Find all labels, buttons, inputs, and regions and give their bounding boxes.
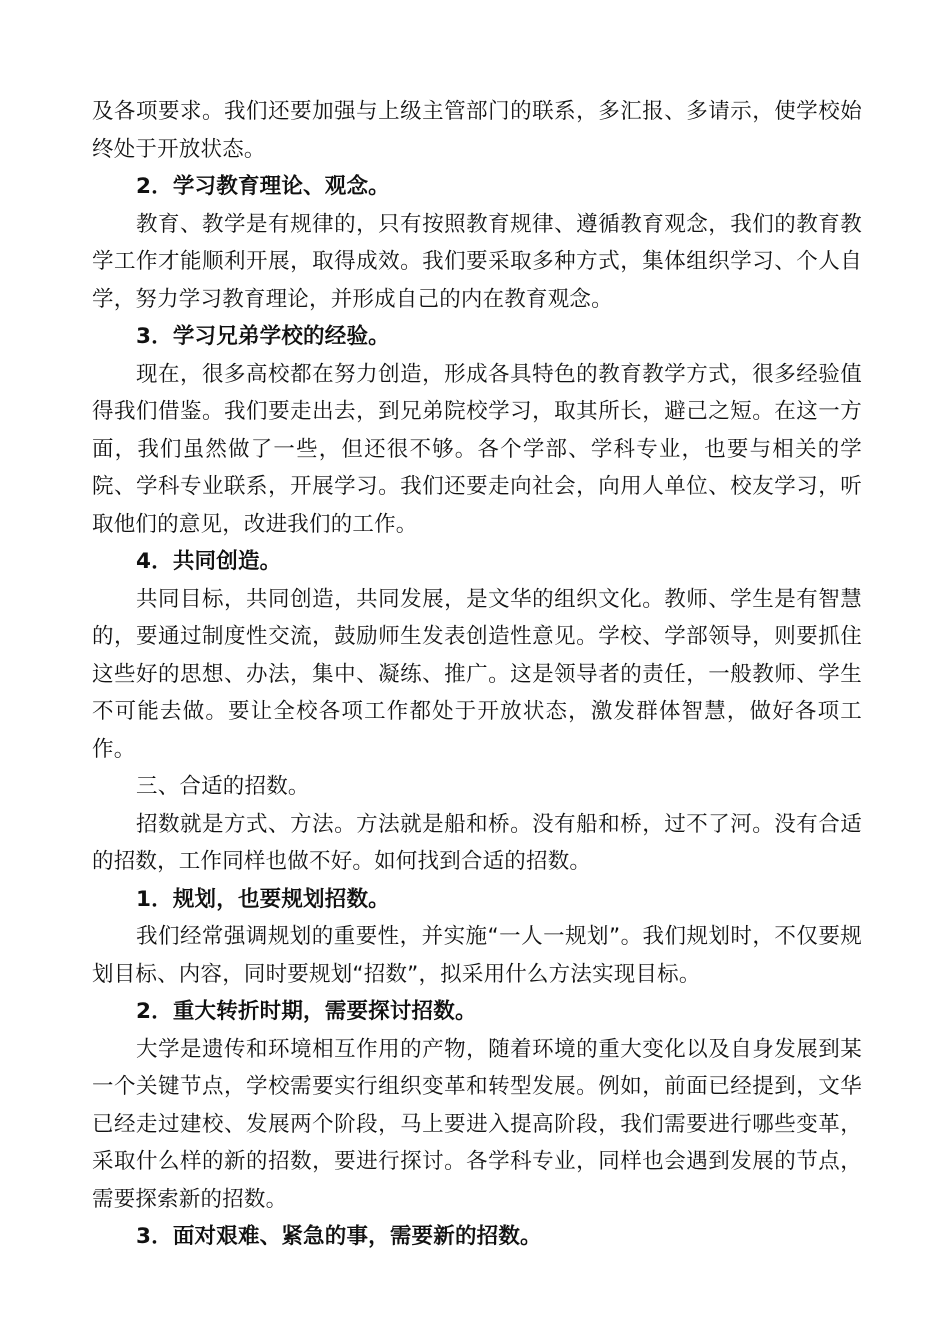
body-paragraph: 教育、教学是有规律的，只有按照教育规律、遵循教育观念，我们的教育教学工作才能顺利开展，取得成效。我们要采取多种方式，集体组织学习、个人自学，努力学习教育理论，并形成自己的内在教育观念。 bbox=[92, 211, 862, 312]
body-paragraph: 共同目标，共同创造，共同发展，是文华的组织文化。教师、学生是有智慧的，要通过制度性交流，鼓励师生发表创造性意见。学校、学部领导，则要抓住这些好的思想、办法，集中、凝练、推广。这是领导者的责任，一般教师、学生不可能去做。要让全校各项工作都处于开放状态，激发群体智慧，做好各项工作。 bbox=[92, 586, 862, 762]
body-paragraph: 大学是遗传和环境相互作用的产物，随着环境的重大变化以及自身发展到某一个关键节点，学校需要实行组织变革和转型发展。例如，前面已经提到，文华已经走过建校、发展两个阶段，马上要进入提高阶段，我们需要进行哪些变革，采取什么样的新的招数，要进行探讨。各学科专业，同样也会遇到发展的节点，需要探索新的招数。 bbox=[92, 1036, 862, 1212]
chapter-heading-methods: 三、合适的招数。 bbox=[136, 774, 310, 799]
body-paragraph-continued: 及各项要求。我们还要加强与上级主管部门的联系，多汇报、多请示，使学校始终处于开放状态。 bbox=[92, 99, 862, 162]
section-heading-co-create: 4．共同创造。 bbox=[136, 549, 282, 574]
document-page bbox=[92, 93, 862, 1256]
body-paragraph: 我们经常强调规划的重要性，并实施“一人一规划”。我们规划时，不仅要规划目标、内容，同时要规划“招数”，拟采用什么方法实现目标。 bbox=[92, 924, 862, 987]
section-heading-study-theory: 2．学习教育理论、观念。 bbox=[136, 174, 390, 199]
body-paragraph: 现在，很多高校都在努力创造，形成各具特色的教育教学方式，很多经验值得我们借鉴。我们要走出去，到兄弟院校学习，取其所长，避己之短。在这一方面，我们虽然做了一些，但还很不够。各个学部、学科专业，也要与相关的学院、学科专业联系，开展学习。我们还要走向社会，向用人单位、校友学习，听取他们的意见，改进我们的工作。 bbox=[92, 361, 862, 537]
section-heading-peer-schools: 3．学习兄弟学校的经验。 bbox=[136, 324, 390, 349]
body-paragraph: 招数就是方式、方法。方法就是船和桥。没有船和桥，过不了河。没有合适的招数，工作同样也做不好。如何找到合适的招数。 bbox=[92, 811, 862, 874]
section-heading-urgent-matters: 3．面对艰难、紧急的事，需要新的招数。 bbox=[136, 1224, 542, 1249]
section-heading-turning-point: 2．重大转折时期，需要探讨招数。 bbox=[136, 999, 477, 1024]
section-heading-planning: 1．规划，也要规划招数。 bbox=[136, 886, 390, 912]
